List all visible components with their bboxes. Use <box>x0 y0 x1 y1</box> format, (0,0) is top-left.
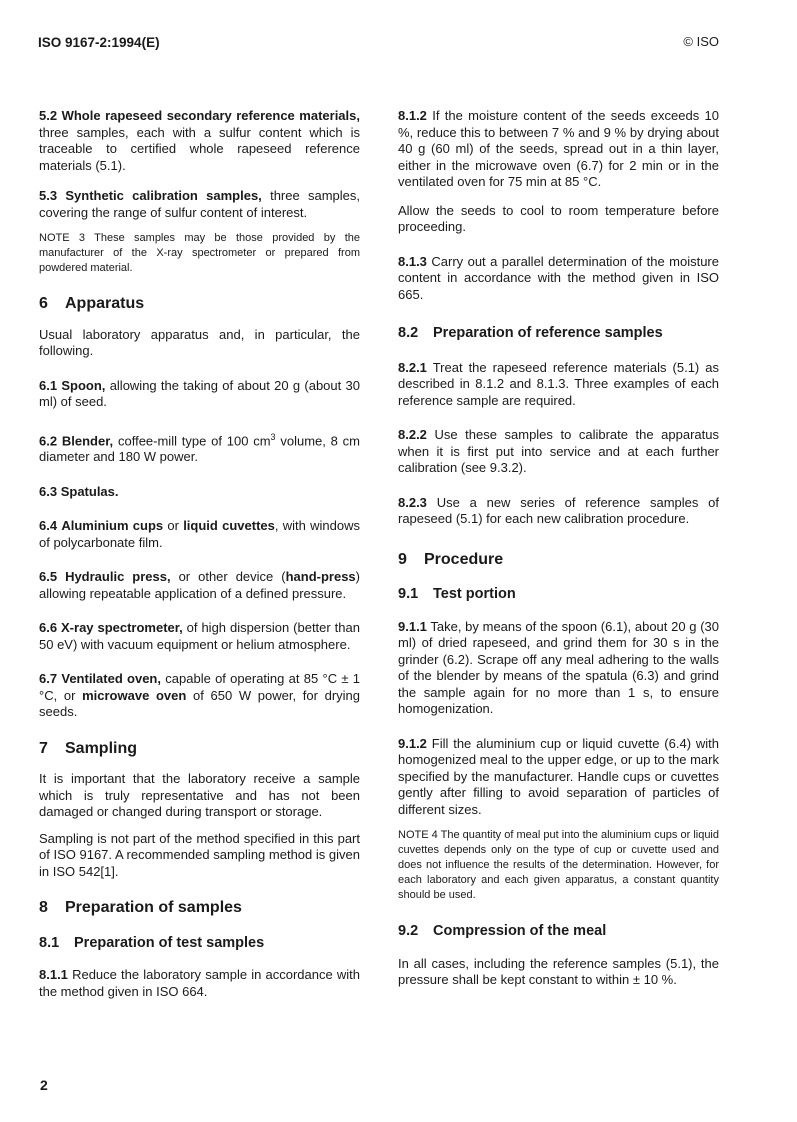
clause-8-2-1: 8.2.1 Treat the rapeseed reference materials (5.1) as described in 8.1.2 and 8.1.3. Three examples of each reference sample are required. <box>398 359 719 408</box>
clause-9-1-2: 9.1.2 Fill the aluminium cup or liquid cuvette (6.4) with homogenized meal to the upper edge, or up to the mark specified by the manufacturer. Handle cups or cuvettes gently after filling to avoid separation of particles of different sizes. <box>398 735 719 817</box>
clause-8-1-1: 8.1.1 Reduce the laboratory sample in accordance with the method given in ISO 664. <box>39 967 360 999</box>
para-9-2: In all cases, including the reference samples (5.1), the pressure shall be kept constant to within ± 10 %. <box>398 955 719 987</box>
clause-5-2: 5.2 Whole rapeseed secondary reference materials, three samples, each with a sulfur content which is traceable to certified whole rapeseed reference materials (5.1). <box>39 108 360 173</box>
clause-6-3: 6.3 Spatulas. <box>39 483 119 499</box>
clause-6-6: 6.6 X-ray spectrometer, of high dispersion (better than 50 eV) with vacuum equipment or helium atmosphere. <box>39 620 360 652</box>
heading-9-2: 9.2 Compression of the meal <box>398 923 607 939</box>
heading-7: 7 Sampling <box>39 739 138 757</box>
clause-6-7: 6.7 Ventilated oven, capable of operating at 85 °C ± 1 °C, or microwave oven of 650 W power, for drying seeds. <box>39 671 360 720</box>
clause-5-3: 5.3 Synthetic calibration samples, three samples, covering the range of sulfur content of interest. <box>39 188 360 220</box>
copyright: © ISO <box>683 34 719 49</box>
clause-8-2-3: 8.2.3 Use a new series of reference samples of rapeseed (5.1) for each new calibration procedure. <box>398 494 719 526</box>
clause-8-1-2: 8.1.2 If the moisture content of the seeds exceeds 10 %, reduce this to between 7 % and 9 % by drying about 40 g (60 ml) of the seeds, spread out in a thin layer, either in the microwave oven (6.7) for 2 min or in the ventilated oven for 75 min at 85 °C. <box>398 108 719 189</box>
clause-6-2: 6.2 Blender, coffee-mill type of 100 $cm^3$ volume, 8 cm diameter and 180 W power. <box>39 431 360 465</box>
clause-9-1-1: 9.1.1 Take, by means of the spoon (6.1), about 20 g (30 ml) of dried rapeseed, and grind them for 30 s in the grinder (6.2). Scrape off any meal adhering to the walls of the blender by means of the spatula (6.3) and grind the sample again for no more than 1 s, to ensure homogenization. <box>398 618 719 716</box>
note-4: NOTE 4 The quantity of meal put into the aluminium cups or liquid cuvettes depends only on the type of cup or cuvette used and does not influence the results of the determination. However, for each laboratory and each given apparatus, a constant quantity should be used. <box>398 829 719 901</box>
clause-6-4: 6.4 Aluminium cups or liquid cuvettes, with windows of polycarbonate film. <box>39 518 360 550</box>
heading-9-1: 9.1 Test portion <box>398 586 516 602</box>
para-cool: Allow the seeds to cool to room temperature before proceeding. <box>398 202 719 234</box>
para-7-2: Sampling is not part of the method specified in this part of ISO 9167. A recommended sampling method is given in ISO 542[1]. <box>39 830 360 879</box>
heading-6: 6 Apparatus <box>39 295 145 312</box>
clause-8-1-3: 8.1.3 Carry out a parallel determination of the moisture content in accordance with the method given in ISO 665. <box>398 253 719 302</box>
note-3: NOTE 3 These samples may be those provided by the manufacturer of the X-ray spectrometer or prepared from powdered material. <box>39 232 360 274</box>
heading-8: 8 Preparation of samples <box>39 899 242 917</box>
para-6-intro: Usual laboratory apparatus and, in particular, the following. <box>39 326 360 358</box>
page-number: 2 <box>40 1077 48 1093</box>
heading-8-1: 8.1 Preparation of test samples <box>39 934 265 951</box>
document-id: ISO 9167-2:1994(E) <box>38 35 160 50</box>
clause-8-2-2: 8.2.2 Use these samples to calibrate the apparatus when it is first put into service and at each further calibration (see 9.3.2). <box>398 427 719 475</box>
heading-9: 9 Procedure <box>398 550 504 568</box>
para-7-1: It is important that the laboratory receive a sample which is truly representative and has not been damaged or changed during transport or storage. <box>39 771 360 820</box>
left-column <box>39 108 360 1000</box>
right-column <box>398 108 719 989</box>
clause-6-5: 6.5 Hydraulic press, or other device (hand-press) allowing repeatable application of a defined pressure. <box>39 569 361 601</box>
heading-8-2: 8.2 Preparation of reference samples <box>398 325 663 341</box>
clause-6-1: 6.1 Spoon, allowing the taking of about 20 g (about 30 ml) of seed. <box>39 377 360 409</box>
